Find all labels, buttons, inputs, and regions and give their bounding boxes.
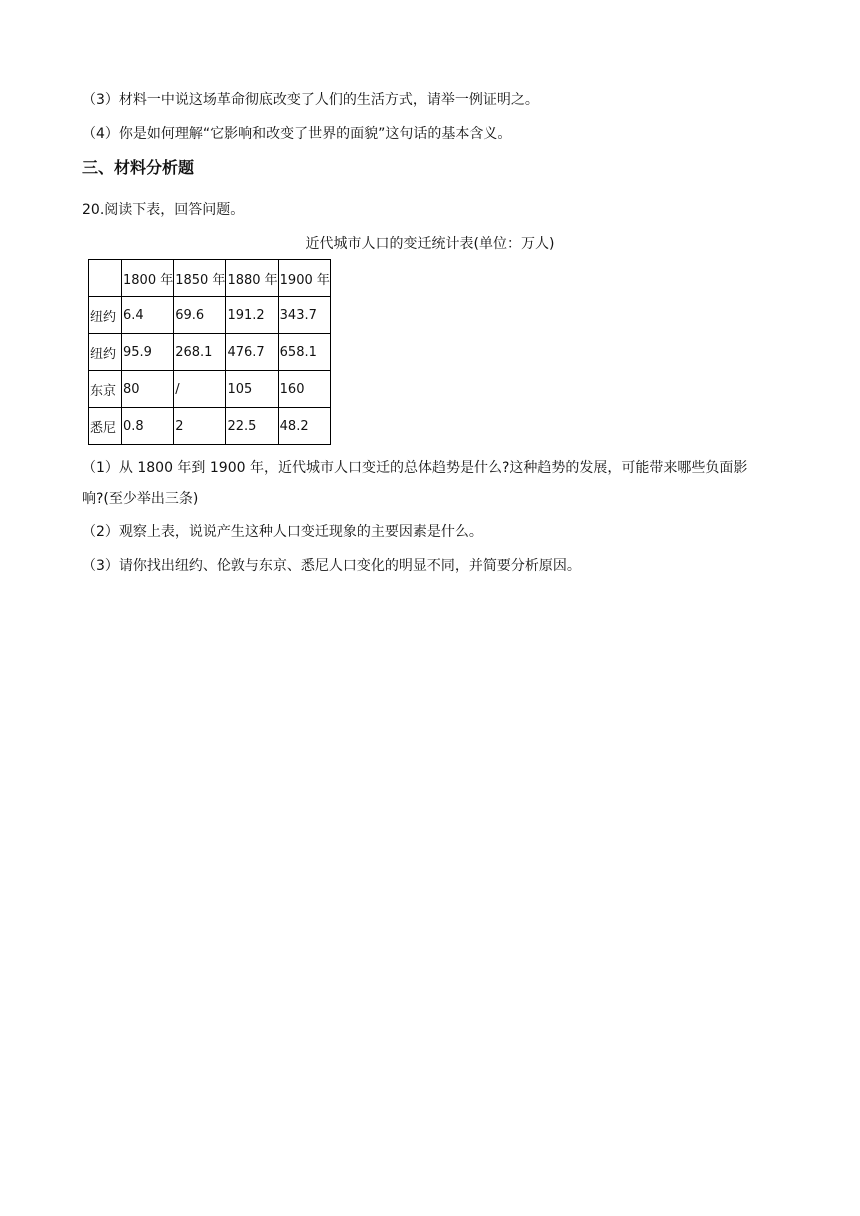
table-cell: 69.6 <box>174 297 226 334</box>
table-row <box>89 297 331 334</box>
table-cell: 658.1 <box>278 334 330 371</box>
table-cell: 476.7 <box>226 334 278 371</box>
table-cell-city: 悉尼 <box>89 408 122 445</box>
table-cell-city: 纽约 <box>89 297 122 334</box>
table-cell: 2 <box>174 408 226 445</box>
sub-question-1-line-1: （1）从 1800 年到 1900 年，近代城市人口变迁的总体趋势是什么?这种趋势的发展，可能带来哪些负面影 <box>82 460 748 476</box>
table-cell: 343.7 <box>278 297 330 334</box>
question-4-text: （4）你是如何理解“它影响和改变了世界的面貌”这句话的基本含义。 <box>82 126 512 142</box>
table-header-cell: 1880 年 <box>226 260 278 297</box>
table-cell: 6.4 <box>122 297 174 334</box>
population-table <box>88 259 331 445</box>
table-cell: 105 <box>226 371 278 408</box>
sub-question-2: （2）观察上表，说说产生这种人口变迁现象的主要因素是什么。 <box>82 524 483 540</box>
table-row <box>89 334 331 371</box>
table-cell: 160 <box>278 371 330 408</box>
table-cell: 48.2 <box>278 408 330 445</box>
table-row <box>89 371 331 408</box>
table-row <box>89 408 331 445</box>
table-header-cell: 1800 年 <box>122 260 174 297</box>
table-cell: 95.9 <box>122 334 174 371</box>
table-header-cell: 1850 年 <box>174 260 226 297</box>
table-header-cell: 1900 年 <box>278 260 330 297</box>
table-cell: 191.2 <box>226 297 278 334</box>
table-caption: 近代城市人口的变迁统计表(单位：万人) <box>305 236 555 252</box>
table-cell-city: 纽约 <box>89 334 122 371</box>
table-cell: / <box>174 371 226 408</box>
question-20-stem: 20.阅读下表，回答问题。 <box>82 202 245 218</box>
table-cell: 80 <box>122 371 174 408</box>
table-cell: 268.1 <box>174 334 226 371</box>
table-cell: 0.8 <box>122 408 174 445</box>
table-cell: 22.5 <box>226 408 278 445</box>
table-header-row <box>89 260 331 297</box>
sub-question-3: （3）请你找出纽约、伦敦与东京、悉尼人口变化的明显不同，并简要分析原因。 <box>82 558 581 574</box>
sub-question-1-line-2: 响?(至少举出三条) <box>82 491 199 507</box>
table-cell-city: 东京 <box>89 371 122 408</box>
table-header-cell <box>89 260 122 297</box>
question-3-text: （3）材料一中说这场革命彻底改变了人们的生活方式，请举一例证明之。 <box>82 92 539 108</box>
section-title: 三、材料分析题 <box>82 158 195 177</box>
